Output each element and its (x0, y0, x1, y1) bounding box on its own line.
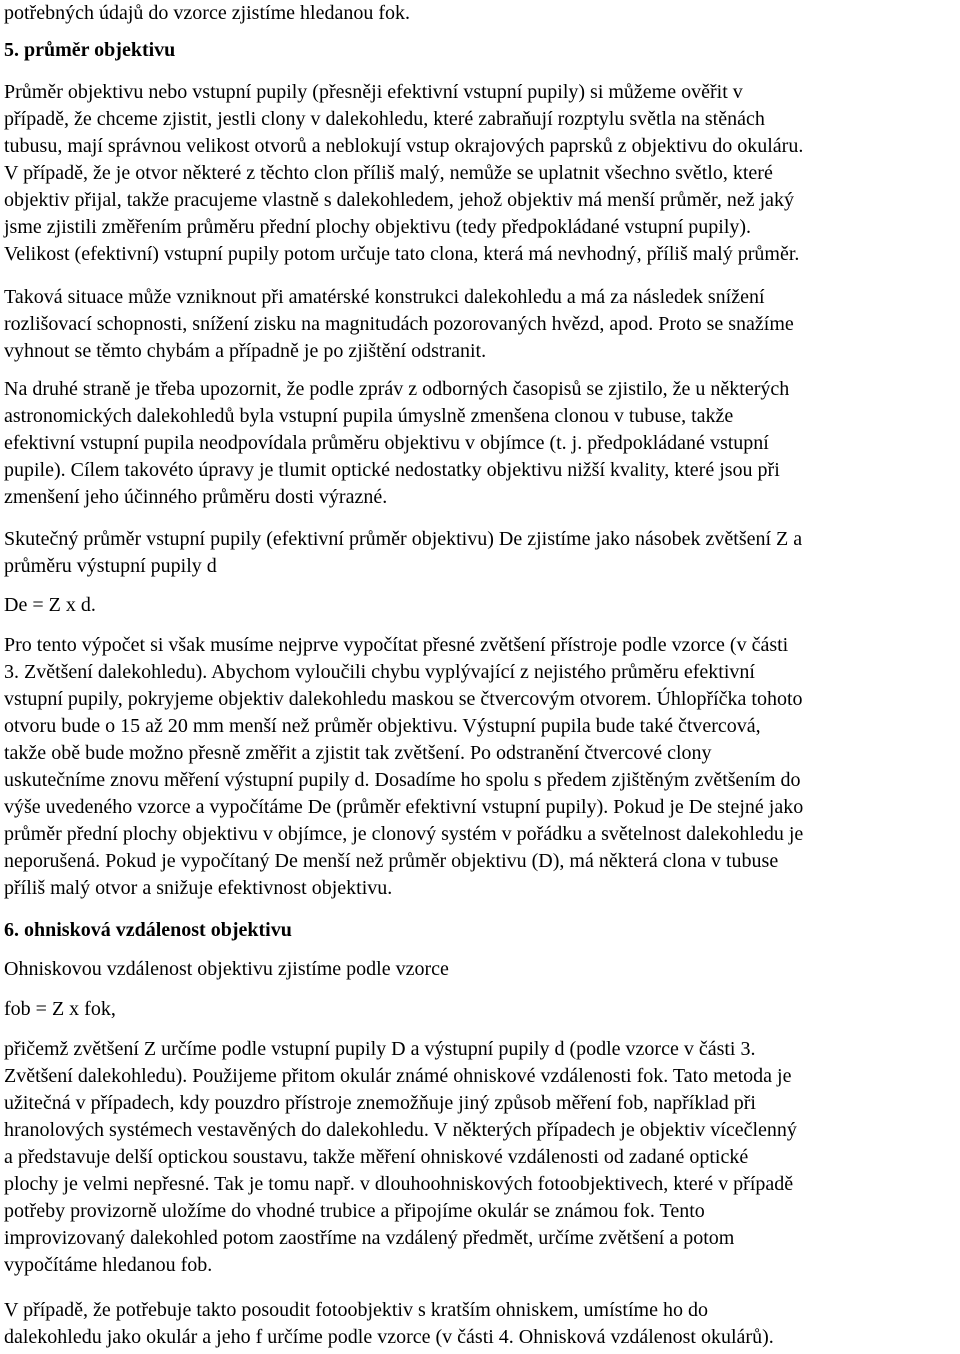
paragraph-line: plochy je velmi nepřesné. Tak je tomu např. v dlouhoohniskových fotoobjektivech, které v případě (4, 1173, 794, 1195)
paragraph-line: příliš malý otvor a snižuje efektivnost objektivu. (4, 877, 393, 899)
paragraph-line: Velikost (efektivní) vstupní pupily potom určuje tato clona, která má nevhodný, příliš malý průměr. (4, 243, 800, 265)
paragraph-line: tubusu, mají správnou velikost otvorů a neblokují vstup okrajových paprsků z objektivu do okuláru. (4, 135, 804, 157)
formula-line: fob = Z x fok, (4, 998, 116, 1020)
paragraph-line: V případě, že je otvor některé z těchto clon příliš malý, nemůže se uplatnit všechno světlo, které (4, 162, 773, 184)
section-heading: 6. ohnisková vzdálenost objektivu (4, 919, 292, 941)
paragraph-line: otvoru bude o 15 až 20 mm menší než průměr objektivu. Výstupní pupila bude také čtvercová, (4, 715, 761, 737)
paragraph-line: Zvětšení dalekohledu). Použijeme přitom okulár známé ohniskové vzdálenosti fok. Tato metoda je (4, 1065, 792, 1087)
formula-line: De = Z x d. (4, 594, 96, 616)
paragraph-line: vypočítáme hledanou fob. (4, 1254, 213, 1276)
paragraph-line: Průměr objektivu nebo vstupní pupily (přesněji efektivní vstupní pupily) si můžeme ověřit v (4, 81, 743, 103)
paragraph-line: Taková situace může vzniknout při amatérské konstrukci dalekohledu a má za následek snížení (4, 286, 765, 308)
paragraph-line: V případě, že potřebuje takto posoudit fotoobjektiv s kratším ohniskem, umístíme ho do (4, 1299, 708, 1321)
paragraph-line: vstupní pupily, pokryjeme objektiv dalekohledu maskou se čtvercovým otvorem. Úhlopříčka tohoto (4, 688, 803, 710)
paragraph-line: rozlišovací schopnosti, snížení zisku na magnitudách pozorovaných hvězd, apod. Proto se snažíme (4, 313, 794, 335)
paragraph-line: potřeby provizorně uložíme do vhodné trubice a připojíme okulár se známou fok. Tento (4, 1200, 705, 1222)
paragraph-line: uskutečníme znovu měření výstupní pupily d. Dosadíme ho spolu s předem zjištěným zvětšením do (4, 769, 801, 791)
paragraph-line: průměr přední plochy objektivu v objímce, je clonový systém v pořádku a světelnost dalekohledu je (4, 823, 804, 845)
paragraph-line: neporušená. Pokud je vypočítaný De menší než průměr objektivu (D), má některá clona v tubuse (4, 850, 779, 872)
paragraph-line: objektiv přijal, takže pracujeme vlastně s dalekohledem, jehož objektiv má menší průměr, než jaký (4, 189, 795, 211)
paragraph-line: případě, že chceme zjistit, jestli clony v dalekohledu, které zabraňují rozptylu světla na stěnách (4, 108, 765, 130)
paragraph-line: průměru výstupní pupily d (4, 555, 217, 577)
paragraph-line: výše uvedeného vzorce a vypočítáme De (průměr efektivní vstupní pupily). Pokud je De stejné jako (4, 796, 804, 818)
paragraph-line: efektivní vstupní pupila neodpovídala průměru objektivu v objímce (t. j. předpokládané vstupní (4, 432, 769, 454)
paragraph-line: přičemž zvětšení Z určíme podle vstupní pupily D a výstupní pupily d (podle vzorce v části 3. (4, 1038, 756, 1060)
paragraph-line: zmenšení jeho účinného průměru dosti výrazné. (4, 486, 388, 508)
paragraph-line: Na druhé straně je třeba upozornit, že podle zpráv z odborných časopisů se zjistilo, že u některých (4, 378, 790, 400)
paragraph-line: astronomických dalekohledů byla vstupní pupila úmyslně zmenšena clonou v tubuse, takže (4, 405, 734, 427)
paragraph-line: pupile). Cílem takovéto úpravy je tlumit optické nedostatky objektivu nižší kvality, které jsou při (4, 459, 780, 481)
paragraph-line: a představuje delší optickou soustavu, takže měření ohniskové vzdálenosti od zadané optické (4, 1146, 749, 1168)
paragraph-line: 3. Zvětšení dalekohledu). Abychom vyloučili chybu vyplývající z nejistého průměru efektivní (4, 661, 755, 683)
paragraph-line: jsme zjistili změřením průměru přední plochy objektivu (tedy předpokládané vstupní pupily). (4, 216, 752, 238)
paragraph-line: dalekohledu jako okulár a jeho f určíme podle vzorce (v části 4. Ohnisková vzdálenost okulárů). (4, 1326, 774, 1348)
paragraph-line: improvizovaný dalekohled potom zaostříme na vzdálený předmět, určíme zvětšení a potom (4, 1227, 735, 1249)
paragraph-line: Pro tento výpočet si však musíme nejprve vypočítat přesné zvětšení přístroje podle vzorce (v části (4, 634, 789, 656)
paragraph-line: Ohniskovou vzdálenost objektivu zjistíme podle vzorce (4, 958, 449, 980)
paragraph-line: takže obě bude možno přesně změřit a zjistit tak zvětšení. Po odstranění čtvercové clony (4, 742, 712, 764)
paragraph-line: potřebných údajů do vzorce zjistíme hledanou fok. (4, 2, 410, 24)
paragraph-line: Skutečný průměr vstupní pupily (efektivní průměr objektivu) De zjistíme jako násobek zvětšení Z a (4, 528, 803, 550)
paragraph-line: hranolových systémech vestavěných do dalekohledu. V některých případech je objektiv vícečlenný (4, 1119, 797, 1141)
paragraph-line: vyhnout se těmto chybám a případně je po zjištění odstranit. (4, 340, 487, 362)
paragraph-line: užitečná v případech, kdy pouzdro přístroje znemožňuje jiný způsob měření fob, například při (4, 1092, 756, 1114)
section-heading: 5. průměr objektivu (4, 39, 176, 61)
